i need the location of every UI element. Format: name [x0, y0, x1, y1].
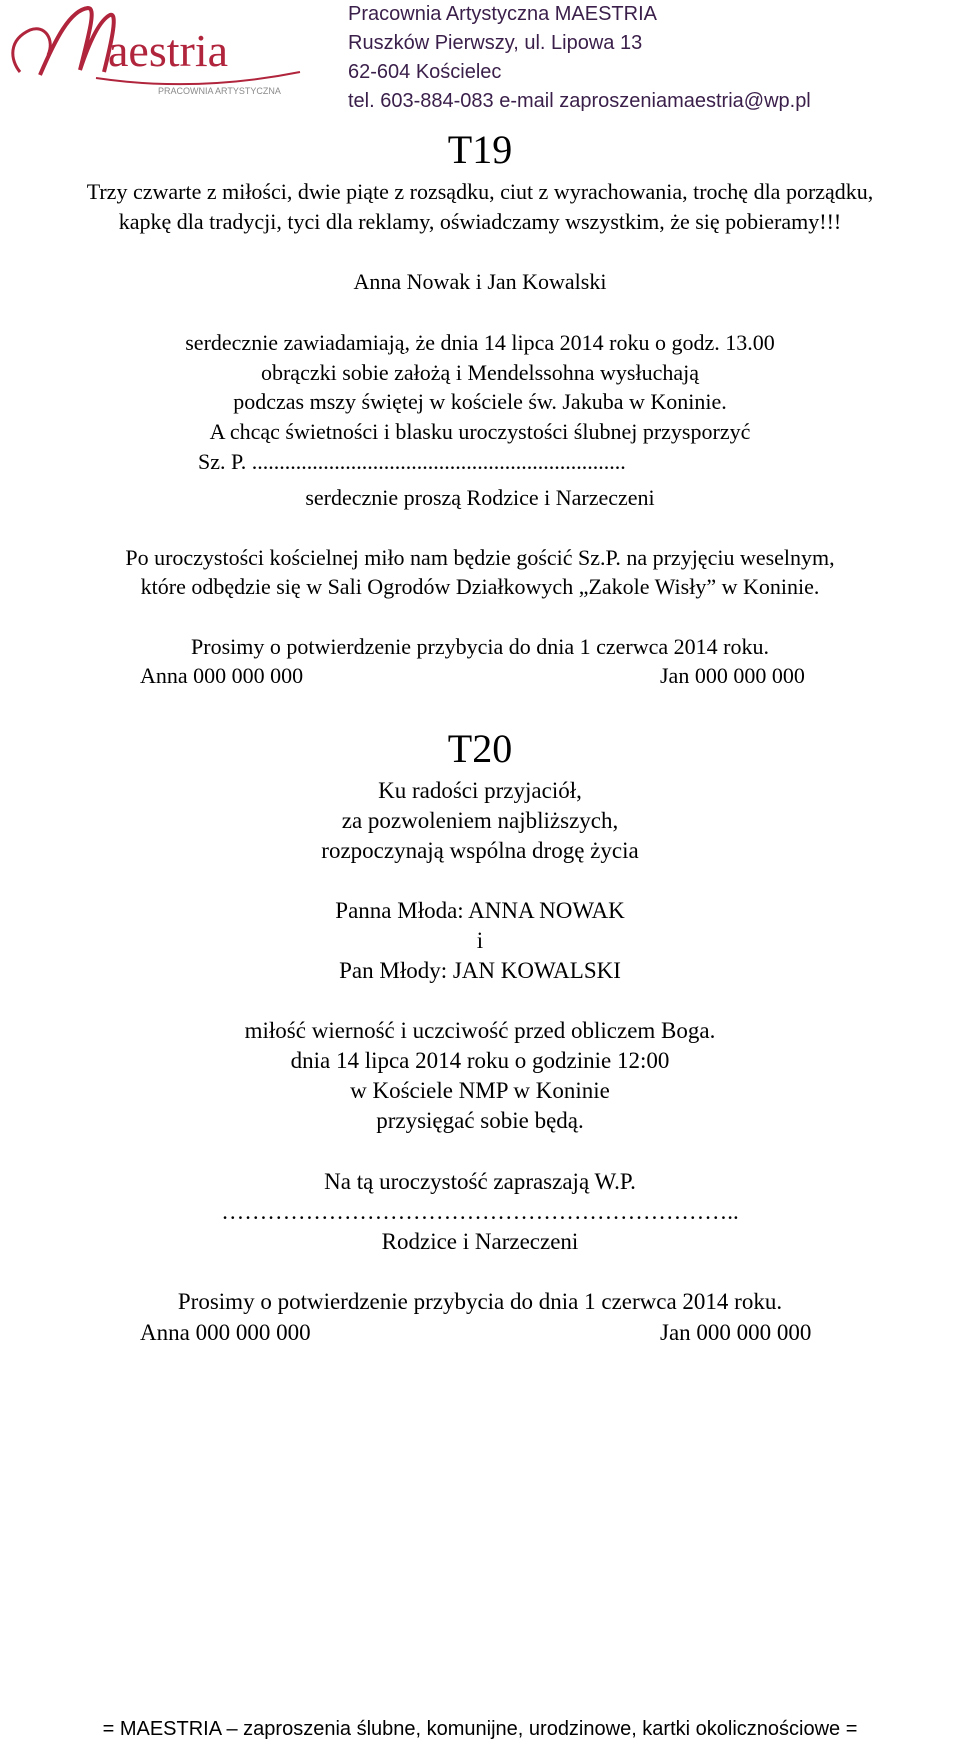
footer-tagline: = MAESTRIA – zaproszenia ślubne, komunijne, urodzinowe, kartki okolicznościowe = [102, 1718, 858, 1740]
t19-reception-line2: które odbędzie się w Sali Ogrodów Działkowych „Zakole Wisły” w Koninie. [140, 574, 820, 599]
svg-text:aestria: aestria [108, 25, 229, 76]
t19-text-line3: podczas mszy świętej w kościele św. Jakuba w Koninie. [233, 389, 727, 414]
t20-title: T20 [447, 726, 513, 771]
t19-intro-line2: kapkę dla tradycji, tyci dla reklamy, oświadczamy wszystkim, że się pobieramy!!! [118, 209, 842, 234]
company-street: Ruszków Pierwszy, ul. Lipowa 13 [348, 32, 643, 54]
maestria-logo [0, 0, 310, 100]
t20-line3: rozpoczynają wspólna drogę życia [321, 838, 639, 863]
svg-text:PRACOWNIA ARTYSTYCZNA: PRACOWNIA ARTYSTYCZNA [158, 86, 281, 96]
t19-text-line2: obrączki sobie założą i Mendelssohna wysłuchają [260, 360, 699, 385]
t19-phone-anna: Anna 000 000 000 [140, 663, 304, 688]
t20-phone-anna: Anna 000 000 000 [140, 1320, 311, 1345]
t20-and: i [476, 928, 484, 953]
t19-reception-line1: Po uroczystości kościelnej miło nam będzie gościć Sz.P. na przyjęciu weselnym, [125, 545, 835, 570]
t20-line2: za pozwoleniem najbliższych, [341, 808, 619, 833]
t20-dots: ………………………………………………………….. [221, 1199, 739, 1224]
t19-intro-line1: Trzy czwarte z miłości, dwie piąte z rozsądku, ciut z wyrachowania, trochę dla porządku, [86, 179, 874, 204]
t20-bride: Panna Młoda: ANNA NOWAK [335, 898, 625, 923]
company-postcode: 62-604 Kościelec [348, 61, 502, 83]
t19-rsvp: Prosimy o potwierdzenie przybycia do dnia 1 czerwca 2014 roku. [191, 634, 769, 659]
t20-signed: Rodzice i Narzeczeni [381, 1229, 579, 1254]
t19-title: T19 [447, 127, 513, 172]
t19-text-line1: serdecznie zawiadamiają, że dnia 14 lipca 2014 roku o godz. 13.00 [185, 330, 775, 355]
t19-guest-line: Sz. P. .................................................................... [198, 449, 626, 474]
t20-groom: Pan Młody: JAN KOWALSKI [339, 958, 621, 983]
t19-phone-jan: Jan 000 000 000 [660, 663, 805, 688]
t20-vow-line1: miłość wierność i uczciwość przed obliczem Boga. [244, 1018, 716, 1043]
t20-invite: Na tą uroczystość zapraszają W.P. [324, 1169, 636, 1194]
company-name: Pracownia Artystyczna MAESTRIA [348, 3, 657, 25]
t19-couple-names: Anna Nowak i Jan Kowalski [353, 269, 607, 294]
t19-signed: serdecznie proszą Rodzice i Narzeczeni [305, 485, 655, 510]
t20-vow-line2: dnia 14 lipca 2014 roku o godzinie 12:00 [290, 1048, 670, 1073]
t19-text-line4: A chcąc świetności i blasku uroczystości ślubnej przysporzyć [209, 419, 751, 444]
t20-vow-line3: w Kościele NMP w Koninie [350, 1078, 610, 1103]
t20-vow-line4: przysięgać sobie będą. [376, 1108, 584, 1133]
t20-line1: Ku radości przyjaciół, [378, 778, 582, 803]
t20-phone-jan: Jan 000 000 000 [660, 1320, 812, 1345]
company-phone-email: tel. 603-884-083 e-mail zaproszeniamaestria@wp.pl [348, 90, 811, 112]
t20-rsvp: Prosimy o potwierdzenie przybycia do dnia 1 czerwca 2014 roku. [177, 1289, 783, 1314]
contact-block [348, 0, 811, 116]
